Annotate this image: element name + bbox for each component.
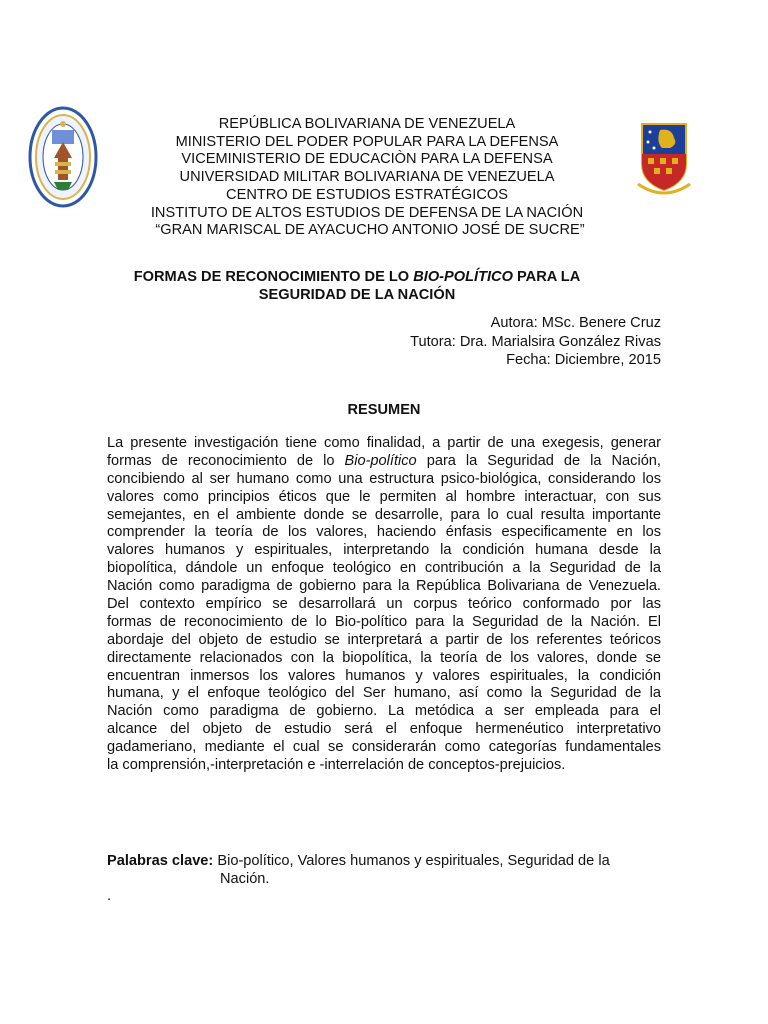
abstract-line: semejantes, en el ambiente donde se desarrolle, para lo cual resulta importante	[107, 506, 661, 523]
abstract-line: formas de reconocimiento de lo Bio-político para la Seguridad de la Nación,	[107, 452, 661, 469]
abstract-line: concibiendo al ser humano como una estructura psico-biológica, considerando los	[107, 470, 661, 487]
header-line: “GRAN MARISCAL DE AYACUCHO ANTONIO JOSÉ DE SUCRE”	[155, 222, 585, 239]
institution-header	[100, 116, 634, 240]
abstract-line: alcance del objeto de estudio será el enfoque hermenéutico interpretativo	[107, 721, 661, 738]
author-block	[410, 314, 661, 370]
title-text: PARA LA	[512, 269, 581, 285]
header-line: MINISTERIO DEL PODER POPULAR PARA LA DEFENSA	[175, 133, 559, 150]
title-text: FORMAS DE RECONOCIMIENTO DE LO	[133, 269, 414, 285]
italic-term: Bio-político	[344, 452, 417, 469]
abstract-line: directamente relacionados con la biopolítica, la teoría de los valores, donde se	[107, 649, 661, 666]
keywords-label: Palabras clave:	[107, 853, 214, 869]
abstract-line: Del contexto empírico se desarrollará un corpus teórico conformado por las	[107, 596, 661, 613]
tutor: Tutora: Dra. Marialsira González Rivas	[410, 333, 661, 350]
abstract-line: valores humanos y espirituales, interpretando la condición humana desde la	[107, 542, 661, 559]
section-heading: RESUMEN	[347, 402, 421, 418]
header-line: REPÚBLICA BOLIVARIANA DE VENEZUELA	[218, 116, 516, 132]
keywords-text: Bio-político, Valores humanos y espirituales, Seguridad de la	[213, 853, 610, 869]
title-line-2: SEGURIDAD DE LA NACIÓN	[258, 287, 456, 303]
header-line: VICEMINISTERIO DE EDUCACIÒN PARA LA DEFENSA	[181, 151, 553, 168]
keywords-text-continued: Nación.	[220, 871, 270, 887]
institute-shield-logo	[634, 118, 694, 202]
abstract-line: formas de reconocimiento de lo Bio-político para la Seguridad de la Nación. El	[107, 613, 661, 630]
abstract-line: gadameriano, mediante el cual se considerarán como categorías fundamentales	[107, 739, 661, 756]
keywords-block	[107, 852, 661, 888]
trailing-period: .	[107, 888, 112, 904]
university-seal-logo	[28, 106, 98, 208]
date: Fecha: Diciembre, 2015	[506, 352, 661, 368]
abstract-line: biopolítica, dándole un enfoque teológico en contribución a la Seguridad de la	[107, 560, 661, 577]
abstract-paragraph	[107, 435, 661, 775]
title-italic-text: BIO-POLÍTICO	[413, 269, 513, 285]
abstract-line: La presente investigación tiene como finalidad, a partir de una exegesis, generar	[107, 435, 661, 451]
header-line: CENTRO DE ESTUDIOS ESTRATÉGICOS	[226, 186, 508, 203]
abstract-line: encuentran inmersos los valores humanos y valores espirituales, la condición	[107, 667, 661, 684]
abstract-line: humana, y el enfoque teológico del Ser humano, así como la Seguridad de la	[107, 685, 661, 702]
header-line: INSTITUTO DE ALTOS ESTUDIOS DE DEFENSA DE LA NACIÓN	[150, 204, 584, 221]
abstract-line: valores como principios éticos que le permiten al hombre interactuar, con sus	[107, 488, 661, 505]
abstract-line: la comprensión,-interpretación e -interrelación de conceptos-prejuicios.	[107, 757, 566, 774]
abstract-line: Nación como paradigma de gobierno. La metódica a ser empleada para el	[107, 703, 661, 720]
abstract-line: comprender la teoría de los valores, haciendo énfasis especificamente en los	[107, 524, 661, 541]
abstract-line: abordaje del objeto de estudio se interpretará a partir de los referentes teóricos	[107, 631, 661, 648]
abstract-line: Nación como paradigma de gobierno para la República Bolivariana de Venezuela.	[107, 578, 661, 595]
document-title	[100, 268, 614, 304]
header-line: UNIVERSIDAD MILITAR BOLIVARIANA DE VENEZUELA	[179, 169, 555, 186]
author: Autora: MSc. Benere Cruz	[490, 315, 661, 331]
